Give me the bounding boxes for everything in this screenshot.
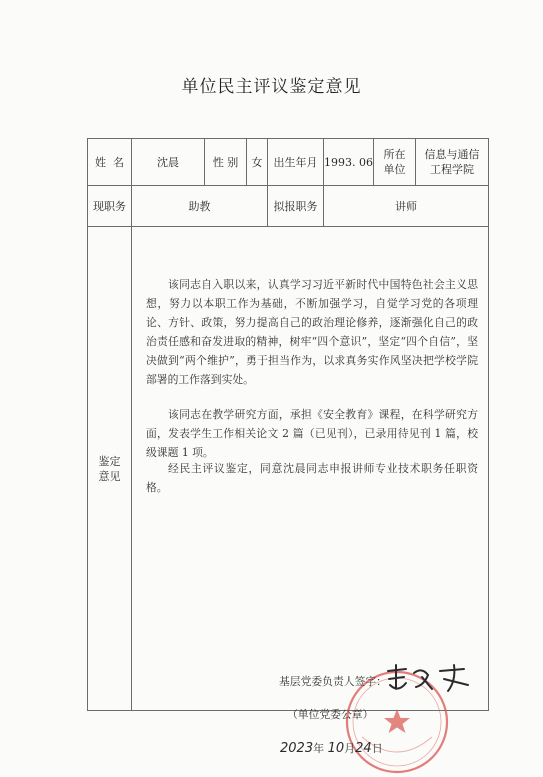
date-month-handwritten: 10 — [327, 741, 345, 756]
document-title: 单位民主评议鉴定意见 — [181, 77, 362, 97]
appraisal-paragraph-3: 经民主评议鉴定，同意沈晨同志申报讲师专业技术职务任职资格。 — [146, 462, 478, 494]
unit-value: 信息与通信工程学院 — [416, 139, 489, 186]
date-month-char: 月 — [344, 742, 356, 755]
appraisal-paragraph-1: 该同志自入职以来，认真学习习近平新时代中国特色社会主义思想，努力以本职工作为基础，不断加强学习，自觉学习党的各项理论、方针、政策，努力提高自己的政治理论修养，逐渐强化自己的政治责任感和奋发进取的精神，树牢“四个意识”，坚定“四个自信”，坚决做到“两个维护”，勇于担当作为，以求真务实作风坚决把学校学院部署的工作落到实处。 — [146, 278, 478, 386]
proposed-title-value: 讲师 — [324, 186, 489, 227]
appraisal-paragraph-2: 该同志在教学研究方面，承担《安全教育》课程，在科学研究方面，发表学生工作相关论文 2 篇（已见刊），已录用待见刊 1 篇，校级课题 1 项。 — [146, 408, 478, 459]
proposed-title-label: 拟报职务 — [268, 186, 324, 227]
appraisal-label: 鉴定意见 — [88, 227, 132, 711]
birth-value: 1993. 06 — [324, 139, 374, 186]
gender-value: 女 — [247, 139, 268, 186]
date-day-handwritten: 24 — [355, 741, 372, 756]
appraisal-row — [88, 227, 489, 711]
appraisal-body — [132, 227, 489, 756]
handwritten-signature — [384, 663, 474, 695]
date-year-char: 年 — [313, 742, 325, 755]
appraisal-form — [87, 138, 489, 756]
date-day-char: 日 — [371, 742, 383, 755]
unit-label: 所在单位 — [374, 139, 416, 186]
signature-label: 基层党委负责人签字： — [279, 675, 387, 688]
date-year-handwritten: 2023 — [280, 741, 314, 756]
name-label: 姓 名 — [88, 139, 132, 186]
gender-label: 性 别 — [205, 139, 247, 186]
birth-label: 出生年月 — [268, 139, 324, 186]
current-title-value: 助教 — [132, 186, 268, 227]
position-row — [88, 186, 489, 227]
signing-date — [280, 741, 383, 756]
current-title-label: 现职务 — [88, 186, 132, 227]
personal-info-row — [88, 139, 489, 186]
name-value: 沈晨 — [132, 139, 205, 186]
seal-label: （单位党委公章） — [287, 708, 374, 721]
